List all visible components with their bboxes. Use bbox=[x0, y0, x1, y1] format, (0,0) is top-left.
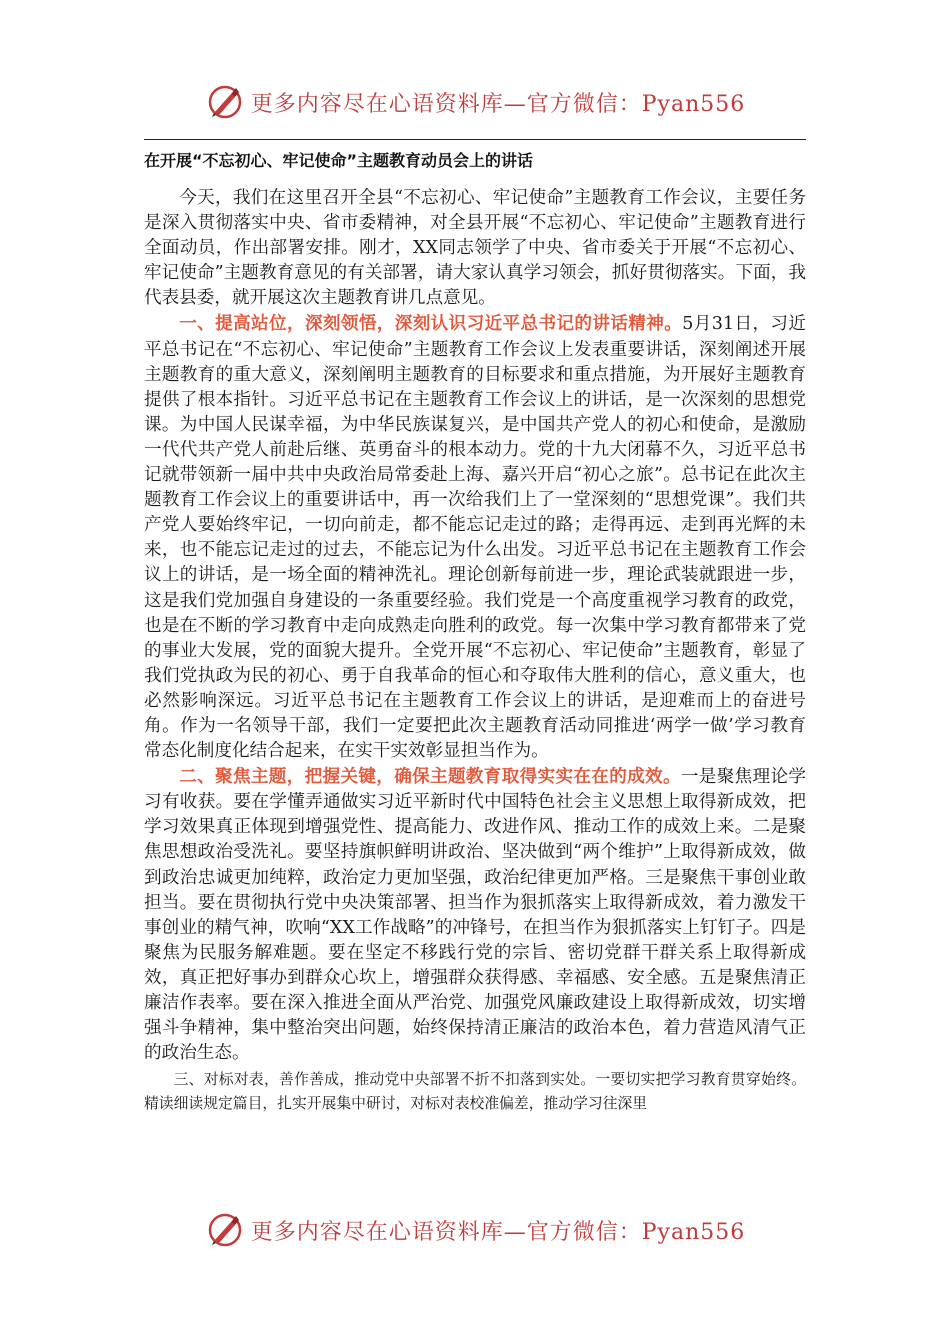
banner-text: 更多内容尽在心语资料库—官方微信：Pyan556 bbox=[250, 91, 746, 117]
section-1-heading: 一、提高站位，深刻领悟，深刻认识习近平总书记的讲话精神。 bbox=[179, 313, 683, 335]
document-body bbox=[144, 150, 806, 1116]
section-3-paragraph: 三、对标对表，善作善成，推动党中央部署不折不扣落到实处。一要切实把学习教育贯穿始终。精读细读规定篇目，扎实开展集中研讨，对标对表校准偏差，推动学习往深里 bbox=[144, 1071, 806, 1113]
document-title: 在开展“不忘初心、牢记使命”主题教育动员会上的讲话 bbox=[144, 151, 534, 170]
pen-circle-logo-icon bbox=[205, 82, 245, 122]
header-divider bbox=[144, 139, 806, 140]
header-banner bbox=[0, 78, 950, 126]
pen-circle-logo-icon bbox=[205, 1210, 245, 1250]
intro-paragraph: 今天，我们在这里召开全县“不忘初心、牢记使命”主题教育工作会议，主要任务是深入贯彻落实中央、省市委精神，对全县开展“不忘初心、牢记使命”主题教育进行全面动员，作出部署安排。刚才，XX同志领学了中央、省市委关于开展“不忘初心、牢记使命”主题教育意见的有关部署，请大家认真学习领会，抓好贯彻落实。下面，我代表县委，就开展这次主题教育讲几点意见。 bbox=[144, 188, 806, 309]
section-2-heading: 二、聚焦主题，把握关键，确保主题教育取得实实在在的成效。 bbox=[179, 766, 681, 788]
section-2-paragraph bbox=[144, 764, 806, 1066]
footer-banner bbox=[0, 1206, 950, 1254]
section-1-paragraph bbox=[144, 311, 806, 764]
section-1-body: 5月31日，习近平总书记在“不忘初心、牢记使命”主题教育工作会议上发表重要讲话，深刻阐述开展主题教育的重大意义，深刻阐明主题教育的目标要求和重点措施，为开展好主题教育提供了根本指针。习近平总书记在主题教育工作会议上的讲话，是一次深刻的思想党课。为中国人民谋幸福，为中华民族谋复兴，是中国共产党人的初心和使命，是激励一代代共产党人前赴后继、英勇奋斗的根本动力。党的十九大闭幕不久，习近平总书记就带领新一届中共中央政治局常委赴上海、嘉兴开启“初心之旅”。总书记在此次主题教育工作会议上的重要讲话中，再一次给我们上了一堂深刻的“思想党课”。我们共产党人要始终牢记，一切向前走，都不能忘记走过的路；走得再远、走到再光辉的未来，也不能忘记走过的过去，不能忘记为什么出发。习近平总书记在主题教育工作会议上的讲话，是一场全面的精神洗礼。理论创新每前进一步，理论武装就跟进一步，这是我们党加强自身建设的一条重要经验。我们党是一个高度重视学习教育的政党，也是在不断的学习教育中走向成熟走向胜利的政党。每一次集中学习教育都带来了党的事业大发展，党的面貌大提升。全党开展“不忘初心、牢记使命”主题教育，彰显了我们党执政为民的初心、勇于自我革命的恒心和夺取伟大胜利的信心，意义重大，也必然影响深远。习近平总书记在主题教育工作会议上的讲话，是迎难而上的奋进号角。作为一名领导干部，我们一定要把此次主题教育活动同推进‘两学一做’学习教育常态化制度化结合起来，在实干实效彰显担当作为。 bbox=[144, 314, 806, 762]
section-2-body: 一是聚焦理论学习有收获。要在学懂弄通做实习近平新时代中国特色社会主义思想上取得新成效，把学习效果真正体现到增强党性、提高能力、改进作风、推动工作的成效上来。二是聚焦思想政治受洗礼。要坚持旗帜鲜明讲政治、坚决做到“两个维护”上取得新成效，做到政治忠诚更加纯粹，政治定力更加坚强，政治纪律更加严格。三是聚焦干事创业敢担当。要在贯彻执行党中央决策部署、担当作为狠抓落实上取得新成效，着力激发干事创业的精气神，吹响“XX工作战略”的冲锋号，在担当作为狠抓落实上钉钉子。四是聚焦为民服务解难题。要在坚定不移践行党的宗旨、密切党群干群关系上取得新成效，真正把好事办到群众心坎上，增强群众获得感、幸福感、安全感。五是聚焦清正廉洁作表率。要在深入推进全面从严治党、加强党风廉政建设上取得新成效，切实增强斗争精神，集中整治突出问题，始终保持清正廉洁的政治本色，着力营造风清气正的政治生态。 bbox=[144, 767, 806, 1064]
banner-text: 更多内容尽在心语资料库—官方微信：Pyan556 bbox=[250, 1219, 746, 1245]
